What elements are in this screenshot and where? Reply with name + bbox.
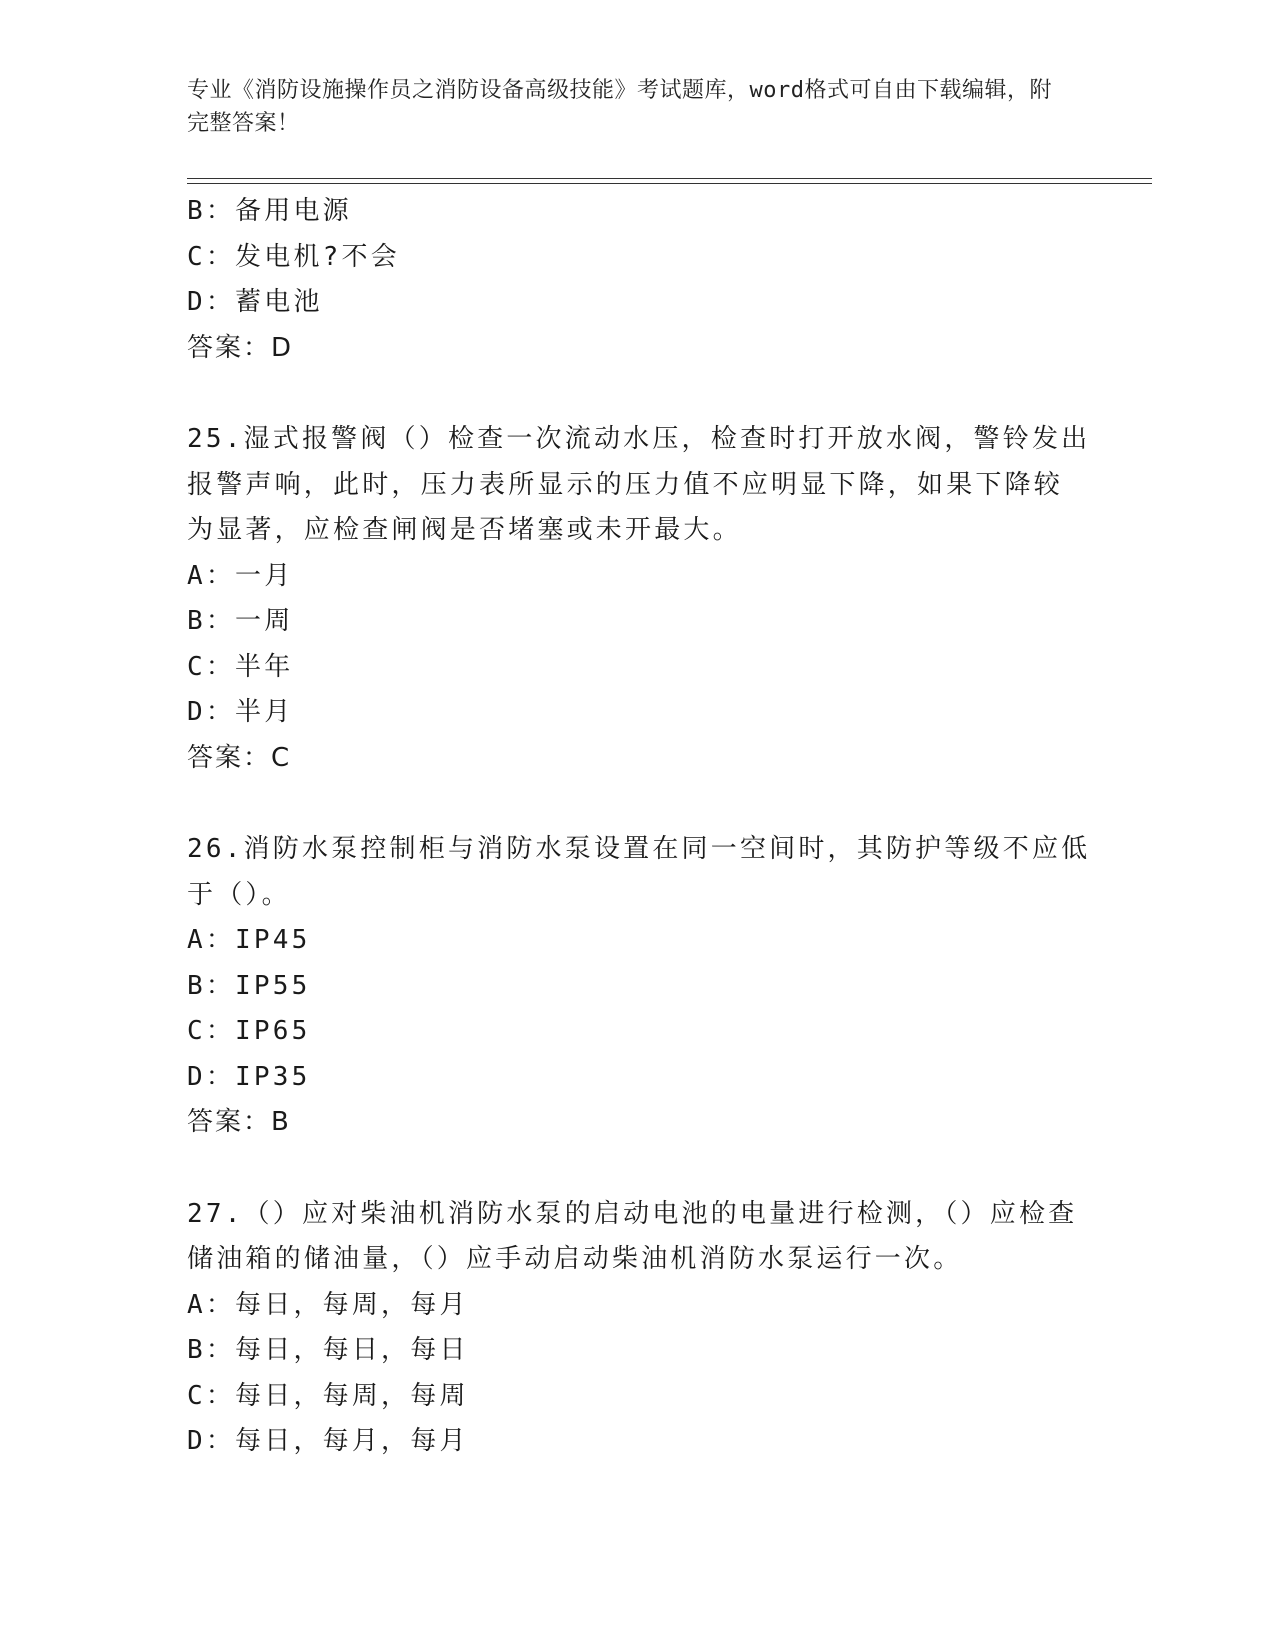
option-c: C：半年 — [187, 651, 294, 682]
option-c: C：发电机?不会 — [187, 241, 400, 272]
question-stem — [187, 827, 1091, 918]
question-content — [187, 189, 1091, 1465]
option-d: D：蓄电池 — [187, 287, 323, 317]
stem-line: 27.（）应对柴油机消防水泵的启动电池的电量进行检测，（）应检查 — [187, 1198, 1078, 1229]
option-a: A：IP45 — [187, 925, 311, 955]
option-b: B：一周 — [187, 606, 294, 636]
option-a: A：每日，每周，每月 — [187, 1289, 469, 1320]
header-divider-top — [187, 178, 1152, 179]
option-c: C：每日，每周，每周 — [187, 1380, 469, 1411]
stem-line: 25.湿式报警阀（）检查一次流动水压，检查时打开放水阀，警铃发出 — [187, 424, 1091, 454]
header-note: 专业《消防设施操作员之消防设备高级技能》考试题库，word格式可自由下载编辑，附完整答案！ — [187, 78, 1052, 136]
question-stem — [187, 1192, 1078, 1283]
option-b: B：每日，每日，每日 — [187, 1335, 469, 1365]
answer-line: 答案：D — [187, 332, 294, 363]
answer-line: 答案：B — [187, 1107, 291, 1137]
option-b: B：IP55 — [187, 970, 311, 1001]
question-25 — [187, 417, 1091, 781]
option-c: C：IP65 — [187, 1016, 311, 1046]
stem-line: 报警声响，此时，压力表所显示的压力值不应明显下降，如果下降较 — [187, 469, 1064, 500]
option-d: D：半月 — [187, 697, 294, 727]
option-a: A：一月 — [187, 560, 294, 591]
question-26 — [187, 827, 1091, 1146]
answer-line: 答案：C — [187, 742, 292, 773]
option-b: B：备用电源 — [187, 196, 352, 226]
option-d: D：每日，每月，每月 — [187, 1426, 469, 1456]
option-d: D：IP35 — [187, 1061, 311, 1092]
stem-line: 为显著，应检查闸阀是否堵塞或未开最大。 — [187, 515, 742, 545]
stem-line: 储油箱的储油量，（）应手动启动柴油机消防水泵运行一次。 — [187, 1244, 963, 1274]
stem-line: 于（）。 — [187, 879, 291, 910]
header-divider-bottom — [187, 183, 1152, 184]
question-stem — [187, 417, 1091, 554]
stem-line: 26.消防水泵控制柜与消防水泵设置在同一空间时，其防护等级不应低 — [187, 834, 1091, 864]
previous-question-fragment — [187, 189, 1067, 371]
question-27 — [187, 1192, 1078, 1465]
